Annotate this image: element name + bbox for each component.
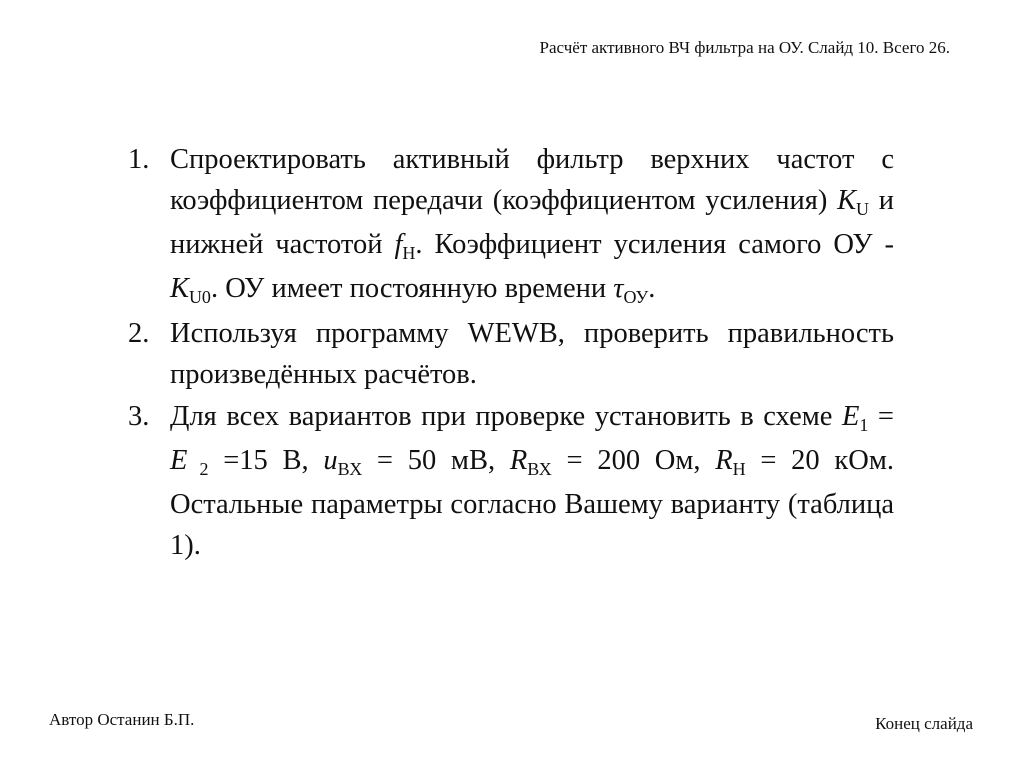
task-item-3 (128, 396, 894, 566)
symbol-e1: Е (841, 401, 860, 432)
symbol-f: f (394, 229, 403, 260)
symbol-k0: К (170, 273, 189, 304)
subscript-1: 1 (859, 415, 869, 435)
task-text: . Коэффициент усиления самого ОУ - (415, 229, 894, 260)
task-number: 2. (128, 318, 150, 349)
task-number: 1. (128, 144, 150, 175)
task-text: = 50 мВ, (362, 445, 510, 476)
task-number: 3. (128, 401, 150, 432)
task-text: Для всех вариантов при проверке установить в схеме (170, 401, 842, 432)
symbol-u: u (323, 445, 338, 476)
subscript-vx: ВХ (527, 459, 552, 479)
author-label: Автор Останин Б.П. (49, 710, 195, 729)
subscript-n: Н (402, 243, 416, 263)
subscript-u: U (856, 199, 870, 219)
end-of-slide-link[interactable]: Конец слайда (875, 714, 973, 733)
symbol-r: R (509, 445, 528, 476)
task-text: . (648, 273, 656, 304)
subscript-ou: ОУ (623, 287, 649, 307)
subscript-2: 2 (187, 459, 209, 479)
task-text: Используя программу WEWB, проверить правильность произведённых расчётов. (170, 318, 894, 390)
task-item-2 (128, 313, 894, 395)
subscript-vx: ВХ (337, 459, 363, 479)
symbol-tau: τ (613, 273, 624, 304)
subscript-u0: U0 (188, 287, 211, 307)
task-text: . ОУ имеет постоянную времени (210, 273, 614, 304)
task-text: Спроектировать активный фильтр верхних частот с коэффициентом передачи (коэффициентом усиления) (170, 144, 894, 216)
slide-header: Расчёт активного ВЧ фильтра на ОУ. Слайд 10. Всего 26. (539, 38, 950, 57)
task-item-1 (128, 139, 894, 312)
task-text: =15 В, (208, 445, 324, 476)
subscript-n: Н (732, 459, 746, 479)
task-list (128, 139, 894, 566)
symbol-rh: R (715, 445, 733, 476)
task-text: = 20 кОм. Остальные параметры согласно Вашему варианту (таблица 1). (170, 445, 894, 561)
task-text: и нижней частотой (170, 185, 894, 260)
task-text: = 200 Ом, (551, 445, 716, 476)
symbol-k: К (837, 185, 857, 216)
task-text: = (868, 401, 894, 432)
symbol-e2: Е (170, 445, 188, 476)
